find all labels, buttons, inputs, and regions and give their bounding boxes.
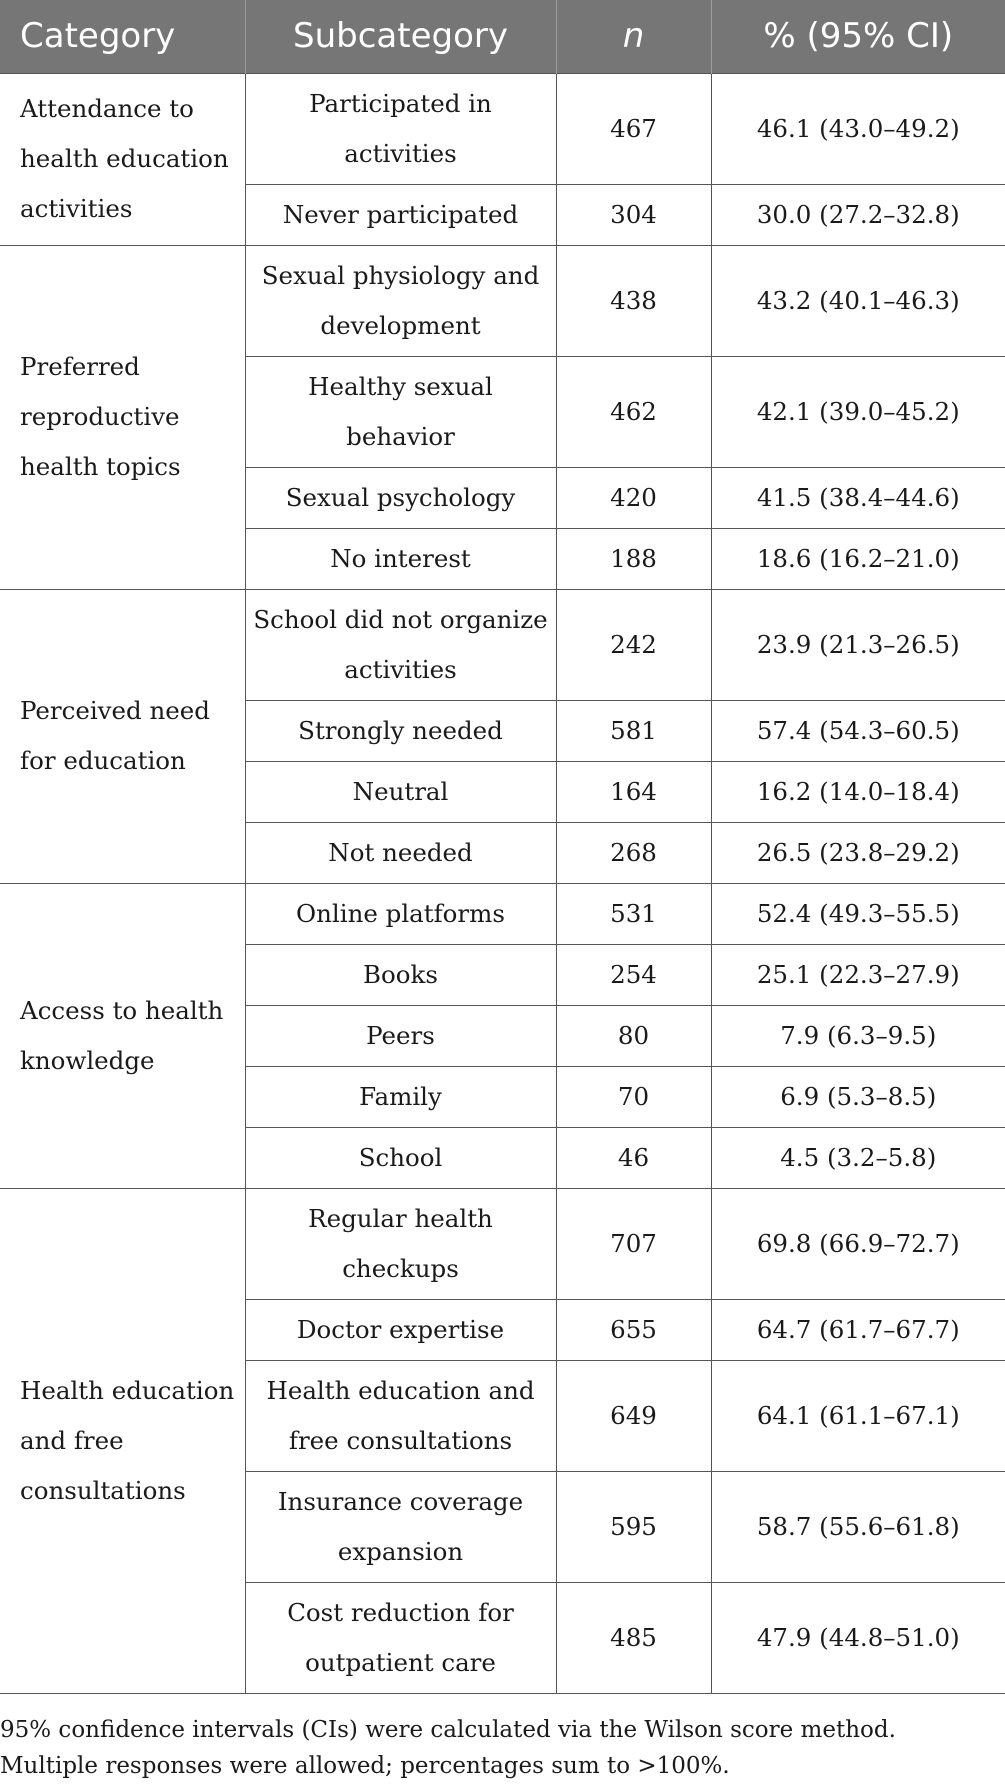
n-cell: 164 — [556, 761, 711, 822]
table-row — [0, 589, 1005, 700]
n-cell: 80 — [556, 1005, 711, 1066]
subcategory-cell: Never participated — [245, 184, 556, 245]
subcategory-cell: Not needed — [245, 822, 556, 883]
category-cell: Health education and free consultations — [0, 1188, 245, 1693]
subcategory-cell: Books — [245, 944, 556, 1005]
percent-cell: 47.9 (44.8–51.0) — [711, 1582, 1005, 1693]
table-row — [0, 245, 1005, 356]
subcategory-cell: Participated in activities — [245, 73, 556, 184]
subcategory-cell: Strongly needed — [245, 700, 556, 761]
category-cell: Access to health knowledge — [0, 883, 245, 1188]
percent-cell: 58.7 (55.6–61.8) — [711, 1471, 1005, 1582]
percent-cell: 7.9 (6.3–9.5) — [711, 1005, 1005, 1066]
percent-cell: 41.5 (38.4–44.6) — [711, 467, 1005, 528]
percent-cell: 64.7 (61.7–67.7) — [711, 1299, 1005, 1360]
n-cell: 649 — [556, 1360, 711, 1471]
percent-cell: 26.5 (23.8–29.2) — [711, 822, 1005, 883]
header-category: Category — [0, 0, 245, 73]
percent-cell: 23.9 (21.3–26.5) — [711, 589, 1005, 700]
subcategory-cell: Neutral — [245, 761, 556, 822]
subcategory-cell: Cost reduction for outpatient care — [245, 1582, 556, 1693]
header-n: n — [556, 0, 711, 73]
subcategory-cell: Health education and free consultations — [245, 1360, 556, 1471]
percent-cell: 25.1 (22.3–27.9) — [711, 944, 1005, 1005]
subcategory-cell: Healthy sexual behavior — [245, 356, 556, 467]
percent-cell: 46.1 (43.0–49.2) — [711, 73, 1005, 184]
table-footnote: 95% confidence intervals (CIs) were calculated via the Wilson score method. Multiple responses were allowed; percentages sum to >100%. — [0, 1717, 896, 1779]
percent-cell: 6.9 (5.3–8.5) — [711, 1066, 1005, 1127]
n-cell: 242 — [556, 589, 711, 700]
subcategory-cell: Online platforms — [245, 883, 556, 944]
header-subcategory: Subcategory — [245, 0, 556, 73]
n-cell: 188 — [556, 528, 711, 589]
header-percent-ci: % (95% CI) — [711, 0, 1005, 73]
table-header — [0, 0, 1005, 73]
category-cell: Perceived need for education — [0, 589, 245, 883]
subcategory-cell: School did not organize activities — [245, 589, 556, 700]
table-row — [0, 73, 1005, 184]
n-cell: 655 — [556, 1299, 711, 1360]
percent-cell: 64.1 (61.1–67.1) — [711, 1360, 1005, 1471]
percent-cell: 42.1 (39.0–45.2) — [711, 356, 1005, 467]
subcategory-cell: Doctor expertise — [245, 1299, 556, 1360]
n-cell: 462 — [556, 356, 711, 467]
category-cell: Preferred reproductive health topics — [0, 245, 245, 589]
percent-cell: 4.5 (3.2–5.8) — [711, 1127, 1005, 1188]
subcategory-cell: Regular health checkups — [245, 1188, 556, 1299]
n-cell: 304 — [556, 184, 711, 245]
n-cell: 420 — [556, 467, 711, 528]
subcategory-cell: Sexual psychology — [245, 467, 556, 528]
subcategory-cell: No interest — [245, 528, 556, 589]
percent-cell: 16.2 (14.0–18.4) — [711, 761, 1005, 822]
percent-cell: 69.8 (66.9–72.7) — [711, 1188, 1005, 1299]
n-cell: 438 — [556, 245, 711, 356]
n-cell: 707 — [556, 1188, 711, 1299]
table-row — [0, 883, 1005, 944]
n-cell: 46 — [556, 1127, 711, 1188]
table-body — [0, 73, 1005, 1693]
n-cell: 70 — [556, 1066, 711, 1127]
n-cell: 254 — [556, 944, 711, 1005]
subcategory-cell: Sexual physiology and development — [245, 245, 556, 356]
percent-cell: 57.4 (54.3–60.5) — [711, 700, 1005, 761]
subcategory-cell: Family — [245, 1066, 556, 1127]
subcategory-cell: Peers — [245, 1005, 556, 1066]
subcategory-cell: School — [245, 1127, 556, 1188]
category-cell: Attendance to health education activities — [0, 73, 245, 245]
n-cell: 531 — [556, 883, 711, 944]
n-cell: 595 — [556, 1471, 711, 1582]
n-cell: 485 — [556, 1582, 711, 1693]
percent-cell: 30.0 (27.2–32.8) — [711, 184, 1005, 245]
header-row — [0, 0, 1005, 73]
percent-cell: 43.2 (40.1–46.3) — [711, 245, 1005, 356]
n-cell: 581 — [556, 700, 711, 761]
table-row — [0, 1188, 1005, 1299]
percent-cell: 52.4 (49.3–55.5) — [711, 883, 1005, 944]
percent-cell: 18.6 (16.2–21.0) — [711, 528, 1005, 589]
n-cell: 268 — [556, 822, 711, 883]
subcategory-cell: Insurance coverage expansion — [245, 1471, 556, 1582]
n-cell: 467 — [556, 73, 711, 184]
